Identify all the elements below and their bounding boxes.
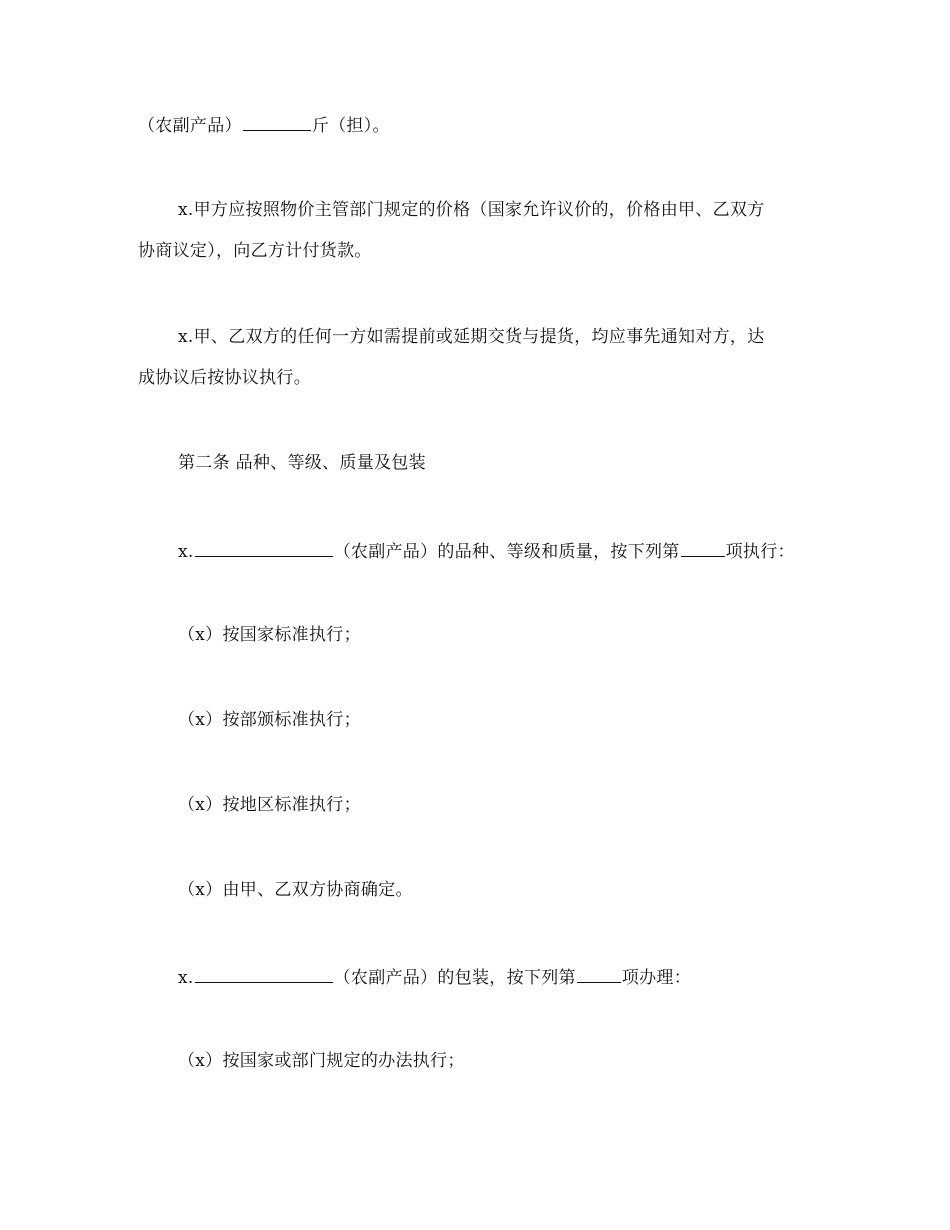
delay-paragraph-line-2: 成协议后按协议执行。 [138, 368, 311, 388]
packaging-clause [178, 964, 691, 990]
quantity-blank [243, 112, 311, 131]
price-paragraph-line-1: x.甲方应按照物价主管部门规定的价格（国家允许议价的，价格由甲、乙双方 [178, 200, 765, 220]
quantity-line [138, 112, 390, 138]
quality-product-blank [195, 538, 333, 557]
packaging-clause-suffix: 项办理： [621, 968, 691, 988]
quantity-line-after: 斤（担）。 [311, 116, 390, 136]
quality-item-blank [681, 538, 725, 557]
article-2-heading: 第二条 品种、等级、质量及包装 [178, 453, 426, 473]
quality-option: （x）按国家标准执行； [178, 625, 361, 645]
quality-clause-middle: （农副产品）的品种、等级和质量，按下列第 [333, 542, 680, 562]
packaging-option: （x）按国家或部门规定的办法执行； [178, 1051, 465, 1071]
packaging-item-blank [577, 964, 621, 983]
quality-option: （x）按地区标准执行； [178, 795, 361, 815]
packaging-clause-prefix: x. [178, 968, 194, 988]
packaging-clause-middle: （农副产品）的包装，按下列第 [333, 968, 576, 988]
quality-clause [178, 538, 795, 564]
delay-paragraph-line-1: x.甲、乙双方的任何一方如需提前或延期交货与提货，均应事先通知对方，达 [178, 327, 765, 347]
quality-clause-prefix: x. [178, 542, 194, 562]
quality-option: （x）由甲、乙双方协商确定。 [178, 880, 413, 900]
quantity-line-before: （农副产品） [138, 116, 242, 136]
quality-option: （x）按部颁标准执行； [178, 710, 361, 730]
price-paragraph-line-2: 协商议定），向乙方计付货款。 [138, 241, 372, 261]
quality-clause-suffix: 项执行： [725, 542, 795, 562]
packaging-product-blank [195, 964, 333, 983]
